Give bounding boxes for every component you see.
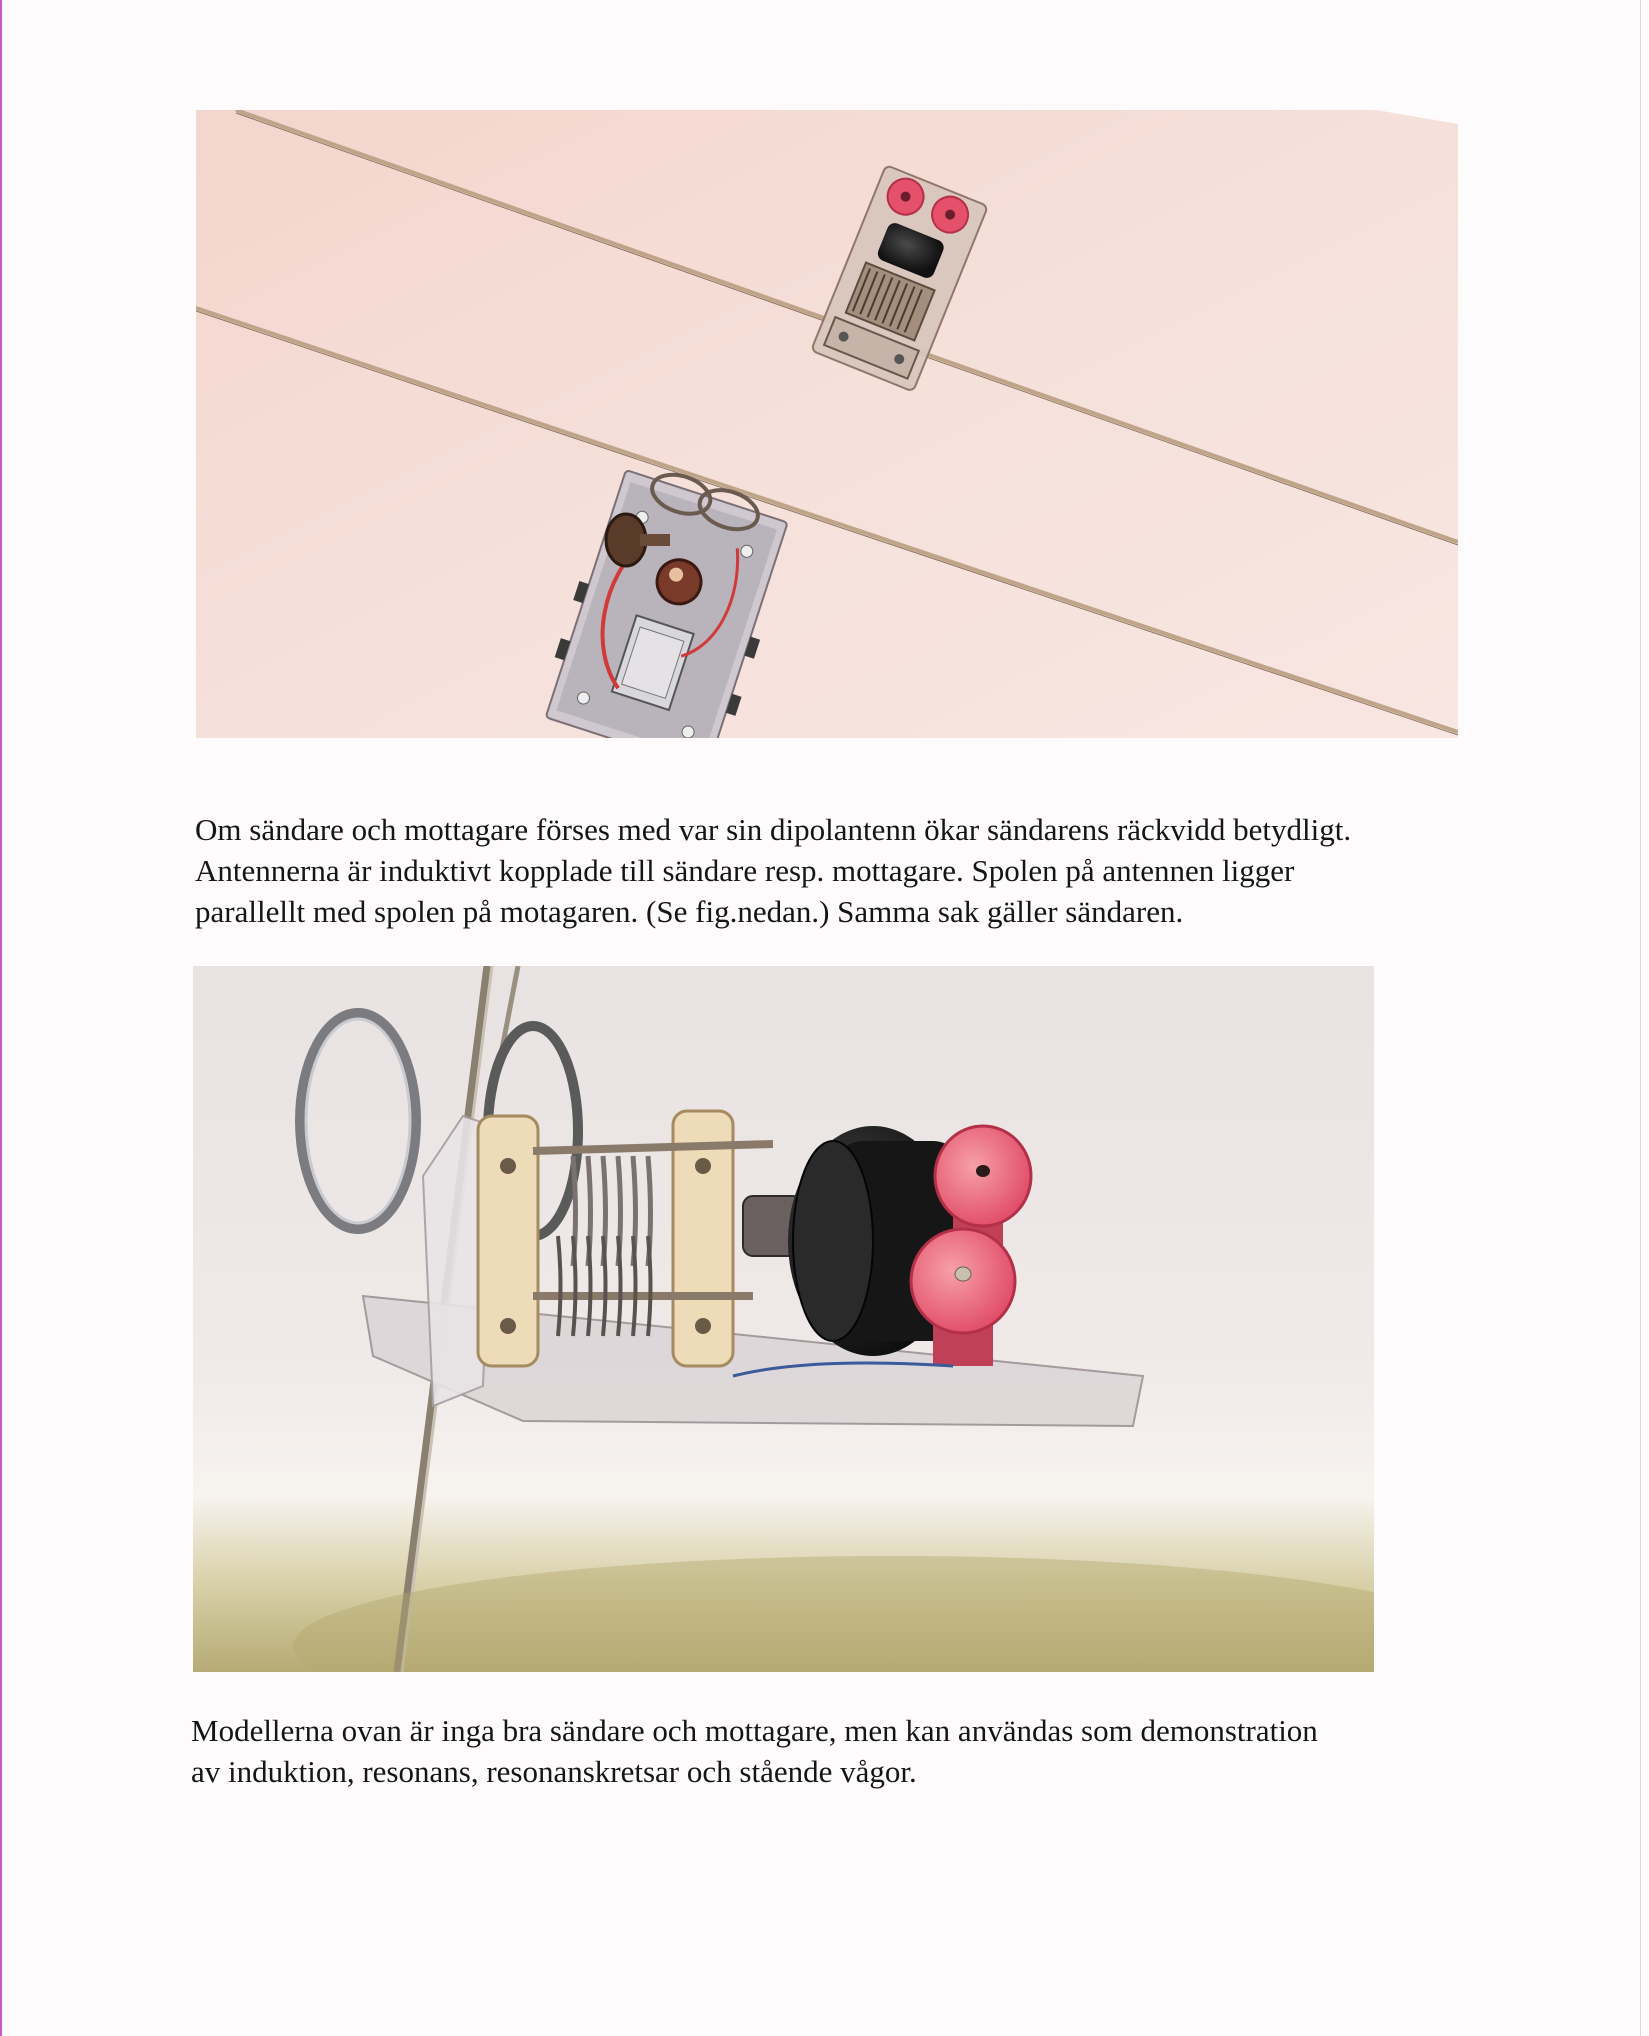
caption-1-line-1: Om sändare och mottagare förses med var sin dipolantenn ökar sändarens räckvidd betydligt.: [195, 812, 1352, 847]
caption-1-line-2: Antennerna är induktivt kopplade till sändare resp. mottagare. Spolen på antennen ligger: [195, 853, 1295, 888]
caption-1-line-3: parallellt med spolen på motagaren. (Se fig.nedan.) Samma sak gäller sändaren.: [195, 894, 1184, 929]
caption-models-demonstration: [191, 1710, 1318, 1792]
caption-dipole-antenna: [195, 809, 1351, 932]
photo-receiver-closeup: [193, 966, 1374, 1672]
page-right-edge-line: [1640, 0, 1641, 2036]
page-left-edge-mark: [0, 0, 2, 2036]
caption-2-line-1: Modellerna ovan är inga bra sändare och mottagare, men kan användas som demonstration: [191, 1713, 1318, 1748]
photo-dipole-antennas: [196, 110, 1458, 738]
caption-2-line-2: av induktion, resonans, resonanskretsar och stående vågor.: [191, 1754, 917, 1789]
